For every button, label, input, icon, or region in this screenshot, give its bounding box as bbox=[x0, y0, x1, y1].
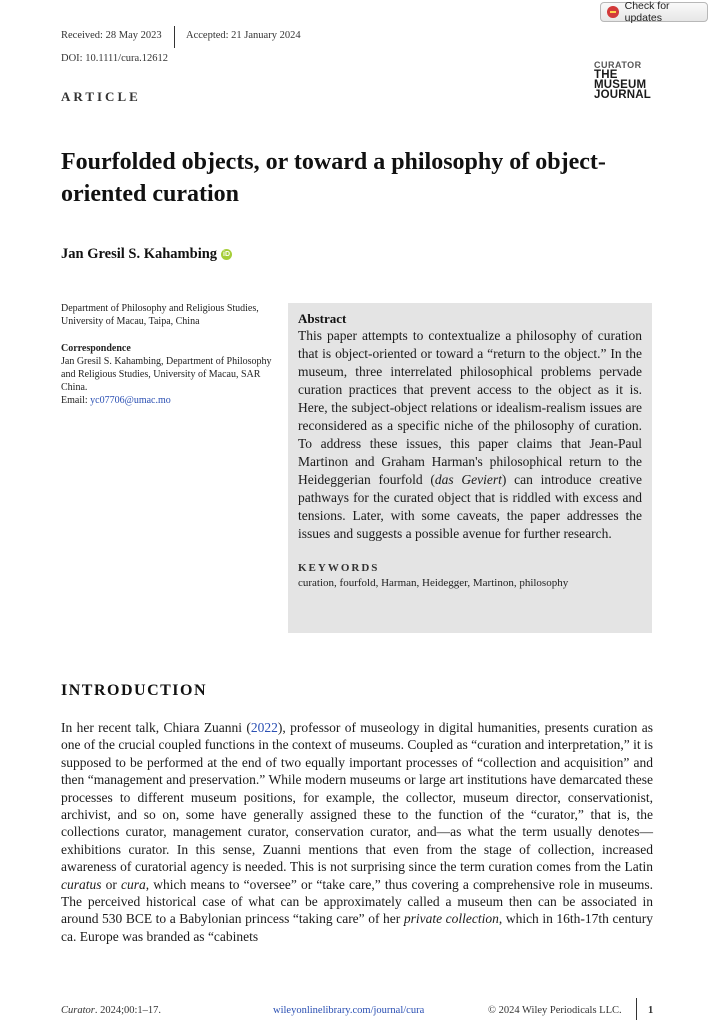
footer-divider bbox=[636, 998, 637, 1020]
logo-line-curator: CURATOR bbox=[594, 60, 642, 70]
abstract-box bbox=[288, 303, 652, 633]
footer-copyright: © 2024 Wiley Periodicals LLC. bbox=[488, 1005, 622, 1016]
keywords-heading: KEYWORDS bbox=[298, 562, 380, 574]
correspondence-block bbox=[61, 342, 276, 407]
abstract-italic-term: das Geviert bbox=[434, 472, 502, 487]
intro-italic-curatus: curatus bbox=[61, 876, 102, 892]
orcid-icon[interactable]: iD bbox=[223, 251, 231, 258]
logo-line-the: THE bbox=[594, 69, 618, 81]
affiliation: Department of Philosophy and Religious Studies, University of Macau, Taipa, China bbox=[61, 303, 259, 327]
article-type: ARTICLE bbox=[61, 89, 141, 104]
footer-citation bbox=[61, 1005, 161, 1016]
correspondence-text: Jan Gresil S. Kahambing, Department of Philosophy and Religious Studies, University of Macau, SAR China. bbox=[61, 356, 272, 393]
check-for-updates-button[interactable] bbox=[600, 2, 708, 22]
received-date: Received: 28 May 2023 bbox=[61, 30, 162, 41]
intro-italic-cura: cura bbox=[121, 876, 146, 892]
intro-text-1: In her recent talk, Chiara Zuanni ( bbox=[61, 720, 251, 735]
check-for-updates-label: Check for updates bbox=[624, 0, 670, 24]
header-divider bbox=[174, 26, 175, 48]
abstract-heading: Abstract bbox=[298, 311, 347, 326]
footer-citation-text: . 2024;00:1–17. bbox=[94, 1005, 162, 1016]
abstract-text-part1: This paper attempts to contextualize a philosophy of curation that is object-oriented or toward a “return to the object.” In the museum, three interrelated philosophical problems pervade curation practices that prevent access to the object as it is. Here, the subject-object relations or idealism-realism issues are reconsidered as a specific niche of the philosophy of curation. To address these issues, this paper claims that Jean-Paul Martinon and Graham Harman's philosophical return to the Heideggerian fourfold ( bbox=[298, 328, 642, 487]
email-label: Email: bbox=[61, 395, 91, 406]
logo-line-museum: MUSEUM bbox=[594, 79, 647, 91]
abstract-text bbox=[298, 327, 642, 543]
introduction-paragraph bbox=[61, 719, 653, 945]
intro-text-5: , which in 16th-17th century ca. Europe was branded as “cabinets bbox=[61, 911, 653, 944]
author-name: Jan Gresil S. Kahambing bbox=[61, 246, 218, 262]
intro-text-4: , which means to “oversee” or “take care,” thus covering a comprehensive role in museums. The perceived historical case of what can be approximately called a museum then can be associated in around 530 BCE to a Babylonian princess “taking care” of her bbox=[61, 876, 654, 927]
introduction-heading: INTRODUCTION bbox=[61, 682, 208, 699]
author-line bbox=[61, 246, 232, 263]
page-number: 1 bbox=[648, 1005, 654, 1016]
crossmark-icon bbox=[607, 6, 619, 18]
citation-link[interactable]: 2022 bbox=[250, 720, 278, 735]
abstract-text-part2: ) can introduce creative pathways for the curated object that is riddled with excess and tensions. Later, with some caveats, the paper addresses the issues and suggests a possible avenue for further research. bbox=[298, 472, 642, 541]
email-link[interactable]: yc07706@umac.mo bbox=[90, 395, 171, 406]
intro-italic-private-collection: private collection bbox=[403, 911, 499, 927]
email-line bbox=[61, 394, 276, 407]
keywords-list: curation, fourfold, Harman, Heidegger, Martinon, philosophy bbox=[298, 577, 569, 589]
footer-url-link[interactable]: wileyonlinelibrary.com/journal/cura bbox=[273, 1005, 425, 1016]
intro-text-2: ), professor of museology in digital humanities, presents curation as one of the crucial coupled functions in the context of museums. Coupled as “curation and interpretation,” it is supposed to be performed at the end of two equally important processes of “collection and acquisition” and then “management and preservation.” While modern museums or large art institutions have demarcated these processes to different museum positions, for example, the collector, museum director, conservationist, archivist, and so on, some have generally assigned these to the function of the “curator,” that is, the collections curator, management curator, conservation curator, and—as what the term usually denotes—exhibitions curator. In this sense, Zuanni mentions that even from the stage of collection, increased awareness of curatorial agency is needed. This is not surprising since the term curation comes from the Latin bbox=[61, 720, 653, 875]
intro-text-3: or bbox=[101, 876, 122, 892]
footer-journal-name: Curator bbox=[61, 1005, 95, 1016]
journal-logo bbox=[594, 60, 664, 100]
paper-title: Fourfolded objects, or toward a philosophy of object-oriented curation bbox=[61, 149, 606, 207]
accepted-date: Accepted: 21 January 2024 bbox=[186, 30, 301, 41]
correspondence-heading: Correspondence bbox=[61, 343, 131, 354]
doi: DOI: 10.1111/cura.12612 bbox=[61, 53, 169, 64]
logo-line-journal: JOURNAL bbox=[594, 89, 651, 101]
